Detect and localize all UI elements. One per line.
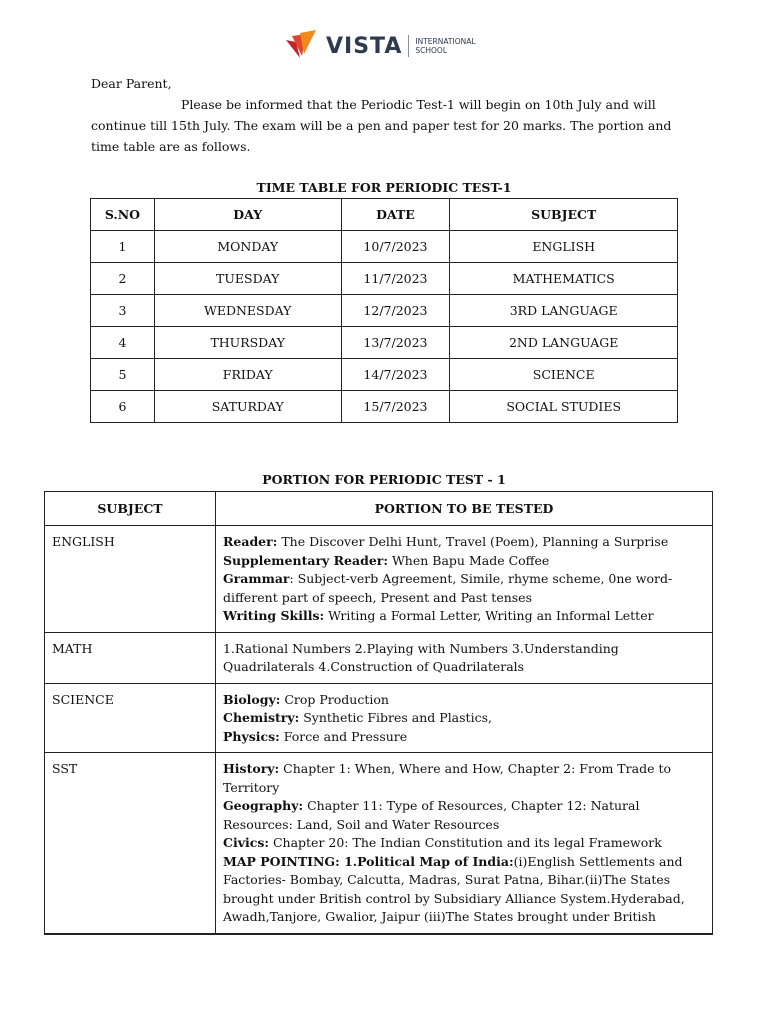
- portion-label: Biology:: [223, 691, 281, 707]
- cell-date: 12/7/2023: [341, 295, 450, 327]
- school-logo: [282, 26, 476, 66]
- portion-label: Physics:: [223, 728, 280, 744]
- timetable-title: TIME TABLE FOR PERIODIC TEST-1: [256, 180, 512, 195]
- cell-subject: 3RD LANGUAGE: [450, 295, 678, 327]
- header-portion: PORTION TO BE TESTED: [216, 492, 713, 526]
- portion-label: Writing Skills:: [223, 608, 325, 623]
- portion-line: [223, 691, 706, 710]
- portion-line: [223, 570, 706, 607]
- portion-label: Grammar: [223, 571, 290, 586]
- cell-date: 11/7/2023: [341, 263, 450, 295]
- portion-line: [223, 640, 706, 677]
- cell-day: WEDNESDAY: [154, 295, 341, 327]
- salutation: Dear Parent,: [91, 76, 172, 91]
- cell-subject: ENGLISH: [45, 526, 216, 633]
- cell-sno: 1: [91, 231, 155, 263]
- portion-label: Geography:: [223, 798, 304, 813]
- cell-day: THURSDAY: [154, 327, 341, 359]
- header-subject: SUBJECT: [45, 492, 216, 526]
- table-row: [91, 263, 678, 295]
- portion-text: Chapter 11: Type of Resources, Chapter 12: Natural Resources: Land, Soil and Water Resources: [223, 798, 640, 832]
- portion-text: The Discover Delhi Hunt, Travel (Poem), Planning a Surprise: [277, 534, 669, 549]
- table-row: [91, 327, 678, 359]
- portion-label: Supplementary Reader:: [223, 552, 388, 568]
- logo-wordmark: VISTA: [326, 33, 403, 59]
- cell-sno: 6: [91, 391, 155, 423]
- cell-date: 15/7/2023: [341, 391, 450, 423]
- cell-date: 13/7/2023: [341, 327, 450, 359]
- portion-text: Writing a Formal Letter, Writing an Informal Letter: [324, 608, 654, 623]
- table-row: [45, 526, 713, 633]
- letter: [91, 73, 691, 157]
- portion-label: Civics:: [223, 835, 269, 850]
- cell-date: 14/7/2023: [341, 359, 450, 391]
- portion-label: MAP POINTING: 1.Political Map of India:: [223, 853, 514, 869]
- cell-day: FRIDAY: [154, 359, 341, 391]
- portion-text: When Bapu Made Coffee: [387, 552, 550, 568]
- portion-label: Chemistry:: [223, 710, 300, 725]
- cell-portion: [216, 526, 713, 633]
- portion-line: [223, 834, 706, 853]
- portion-header-row: [45, 492, 713, 526]
- portion-line: [223, 533, 706, 552]
- portion-line: [223, 607, 706, 626]
- portion-text: Chapter 20: The Indian Constitution and its legal Framework: [268, 835, 662, 850]
- logo-subtitle-line2: SCHOOL: [415, 46, 448, 55]
- cell-sno: 3: [91, 295, 155, 327]
- portion-text: Crop Production: [280, 691, 389, 707]
- header-subject: SUBJECT: [450, 199, 678, 231]
- portion-title: PORTION FOR PERIODIC TEST - 1: [262, 472, 506, 487]
- portion-line: [223, 797, 706, 834]
- portion-text: Force and Pressure: [279, 728, 408, 744]
- cell-subject: MATH: [45, 632, 216, 683]
- logo-subtitle: [415, 37, 475, 55]
- cell-subject: ENGLISH: [450, 231, 678, 263]
- portion-line: [223, 709, 706, 728]
- cell-sno: 4: [91, 327, 155, 359]
- portion-label: History:: [223, 761, 280, 776]
- portion-label: Reader:: [223, 534, 278, 549]
- portion-line: [223, 552, 706, 571]
- cell-subject: SST: [45, 753, 216, 934]
- timetable: [90, 198, 678, 423]
- header-date: DATE: [341, 199, 450, 231]
- logo-divider: [408, 35, 409, 57]
- table-row: [91, 231, 678, 263]
- cell-day: MONDAY: [154, 231, 341, 263]
- portion-line: [223, 760, 706, 797]
- table-row: [45, 632, 713, 683]
- portion-text: : Subject-verb Agreement, Simile, rhyme scheme, 0ne word-different part of speech, Present and Past tenses: [223, 571, 673, 605]
- portion-text: Synthetic Fibres and Plastics,: [299, 710, 492, 725]
- portion-line: [223, 853, 706, 927]
- cell-subject: SOCIAL STUDIES: [450, 391, 678, 423]
- timetable-header-row: [91, 199, 678, 231]
- table-row: [45, 683, 713, 753]
- cell-portion: [216, 632, 713, 683]
- cell-day: TUESDAY: [154, 263, 341, 295]
- header-sno: S.NO: [91, 199, 155, 231]
- table-row: [45, 753, 713, 934]
- table-row: [91, 359, 678, 391]
- table-row: [91, 391, 678, 423]
- portion-text: Chapter 1: When, Where and How, Chapter 2: From Trade to Territory: [223, 761, 671, 795]
- portion-table: [44, 491, 713, 935]
- cell-subject: SCIENCE: [450, 359, 678, 391]
- cell-date: 10/7/2023: [341, 231, 450, 263]
- header-day: DAY: [154, 199, 341, 231]
- portion-line: [223, 728, 706, 747]
- cell-day: SATURDAY: [154, 391, 341, 423]
- logo-subtitle-line1: INTERNATIONAL: [415, 37, 476, 46]
- vista-wing-icon: [282, 28, 320, 64]
- cell-sno: 2: [91, 263, 155, 295]
- letter-body: Please be informed that the Periodic Test-1 will begin on 10th July and will continue till 15th July. The exam will be a pen and paper test for 20 marks. The portion and time table are as follows.: [91, 97, 672, 154]
- cell-subject: MATHEMATICS: [450, 263, 678, 295]
- portion-text: 1.Rational Numbers 2.Playing with Numbers 3.Understanding Quadrilaterals 4.Construction of Quadrilaterals: [223, 640, 619, 674]
- cell-portion: [216, 753, 713, 934]
- cell-subject: SCIENCE: [45, 683, 216, 753]
- table-row: [91, 295, 678, 327]
- cell-portion: [216, 683, 713, 753]
- cell-sno: 5: [91, 359, 155, 391]
- portion-text: (i)English Settlements and Factories- Bombay, Calcutta, Madras, Surat Patna, Bihar.(ii)The States brought under British control by Subsidiary Alliance System.Hyderabad, Awadh,Tanjore, Gwalior, Jaipur (iii)The States brought under British: [223, 853, 685, 924]
- cell-subject: 2ND LANGUAGE: [450, 327, 678, 359]
